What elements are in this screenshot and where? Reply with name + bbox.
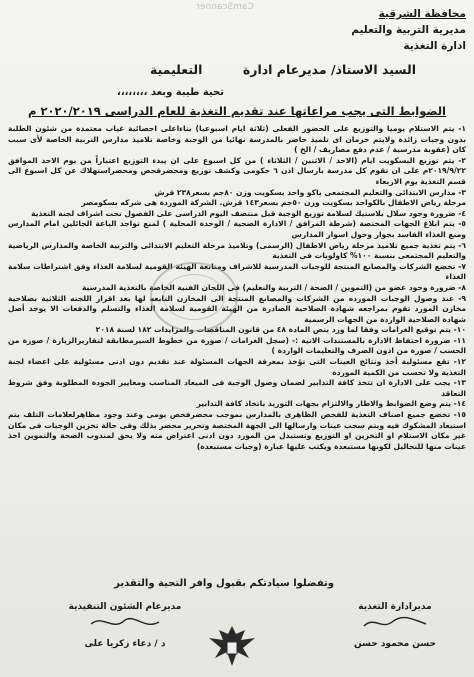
signature-name: د / دعاء زكريا على xyxy=(84,639,166,649)
regulation-item: ٢- يتم توزيع البسكويت ايام (الاحد / الاثنين / الثلاثاء ) من كل اسبوع على ان يبدء التوزيع اعتباراً من يوم الاحد الموافق ٢٠١٩/٩/٢٢م على ان تقوم كل مدرسة بارسال اذن ٦ حكومى وكشف توزيع ومحضرفحص ومحضراستهلاك عن كل اسبوع الى قسم التغذية يوم الاربعاء xyxy=(8,155,466,186)
signature-title: مديرادارة التغذية xyxy=(358,602,432,612)
regulation-item: مرحلة رياض الاطفال بالكواحد بسكويت وزن ٥٠جم بسعر١٤٣ قرش. الشركة الموردة هى شركه بسكومصر xyxy=(81,198,466,208)
official-stamp xyxy=(150,262,238,332)
signature-block-nutrition xyxy=(350,600,440,651)
regulation-item: ٧- تخضع الشركات والمصانع المنتجة للوجبات المدرسية للاشراف ومتابعة الهيئة القومية لسلامة الغذاء وفق اشتراطات سلامة الغذاء xyxy=(8,261,466,282)
signature-name: حسن محمود حسن xyxy=(353,639,437,649)
handwritten-signature-icon xyxy=(360,614,430,632)
scanner-watermark: CamScanner xyxy=(196,2,254,12)
greeting: تحية طيبة وبعد ،،،،،،،، xyxy=(117,87,224,98)
handwritten-signature-icon xyxy=(85,614,165,632)
letterhead xyxy=(266,6,466,54)
signature-block-executive xyxy=(60,600,190,651)
addressee-title: السيد الاستاذ/ مديرعام ادارة xyxy=(242,62,416,77)
signature-title: مديرعام الشئون التنفيذية xyxy=(68,602,182,612)
regulations-list xyxy=(8,124,466,452)
document-title: الضوابط التى يجب مراعاتها عند تقديم التغذية للعام الدراسى ٢٠٢٠/٢٠١٩ م xyxy=(28,104,446,118)
regulation-item: ١٠- يتم توقيع الغرامات وفقا لما ورد بنص المادة ٤٨ من قانون المناقصات والمزايدات ١٨٢ لسنة ٢٠١٨ xyxy=(95,325,466,335)
regulation-item: ١٢- تقع مسئولية أخذ ونتائج العينات التى تؤخذ بمعرفة الجهات المسئولة عند تقديم دون ادنى مسئولية على اعضاء لجنة التغذية ولا تحسب من الكمية الموردة xyxy=(8,357,466,377)
letterhead-governorate: محافظة الشرقية xyxy=(378,8,466,20)
regulation-item: ٦- يتم تغذية جميع تلاميذ مرحلة رياض الاطفال (الرسمى) وتلاميذ مرحلة التعليم الابتدائى والتربية الخاصة والمدارس الرياضية والتعليم المجتمعى بنسبة ١٠٠% كاولويات فى التغذية xyxy=(8,240,466,261)
letterhead-department: ادارة التغذية xyxy=(403,40,466,52)
addressee-suffix: التعليمية xyxy=(150,62,203,77)
regulation-item: ١١- ضرورة احتفاظ الادارة بالمستندات الاتية :- (سجل الغرامات / صورة من خطوط السيرمطابقة لتقاريرالزيارة / صورة من الحسب / صورة من اذون الصرف والتعليمات الواردة ) xyxy=(8,335,466,356)
regulation-item: ١٣- يجب على الادارة ان تتخذ كافة التدابير لضمان وصول الوجبة فى الميعاد المناسب ومعايير الجودة المطلوبة وفق شروط التعاقد xyxy=(8,378,466,398)
regulation-item: ٤- ضرورة وجود سلال بلاستيك لسلامة توزيع الوجبة قبل منتصف اليوم الدراسى على الفصول تحت اشراف لجنه التغذية xyxy=(31,208,466,218)
regulation-item: ٩- عند وصول الوجبات المورده من الشركات والمصانع المنتجة الى المخازن التابعه لها بعد اقرار اللجنه الثلاثية بصلاحية مخازن المورد تقوم بمراجعه شهادة الصلاحية الصادرة من الهيئة القومية لسلامة الغذاء والتسلم والدفعات الا يوجد أصل شهادة الصلاحية الواردة من الجهات الرسمية xyxy=(8,293,466,324)
eagle-emblem-icon xyxy=(205,622,259,670)
regulation-item: ٥- يتم ابلاغ الجهات المختصة (شرطة المرافق / الادارة الصحية / الوحدة المحلية ) لمنع تواجد الباعة الجائلين امام المدارس ومنع الغذاء الفاسد بجوار وحول اسوار المدارس xyxy=(8,219,466,239)
regulation-item: ٣- مدارس الابتدائى والتعليم المجتمعى باكو واحد بسكويت وزن ٨٠جم بسعر٢٣٨ قرش xyxy=(154,187,466,197)
regulation-item: ١٤- يتم وضع الضوابط والاطار والالتزام بجهات التوريد باتخاذ كافة التدابير xyxy=(196,399,466,409)
closing-line: وتفضلوا سيادتكم بقبول وافر التحية والتقدير xyxy=(114,578,334,589)
regulation-item: ٨- ضرورة وجود عضو من (التموين / الصحة / التربية والتعليم) فى اللجان الفنية الخاصة بالتغذية المدرسية xyxy=(81,282,466,292)
regulation-item: ١- يتم الاستلام يوميا والتوزيع على الحضور الفعلى (ثلاثة ايام اسبوعيا) بناءاعلى احصائية غياب معتمدة من شئون الطلبة بدون وجبات زائدة ولايتم حرمان اى تلميذ حاضر بالمدرسة نهائيا من الوجبة وخاصة تلاميذ مدارس التربية الخاصة لأى سبب كان (عقوبة مدرسية / عدم دفع مصاريف / الخ ) xyxy=(8,124,466,155)
regulation-item: ١٥- تخضع جميع اصناف التغذية للفحص الظاهرى بالمدارس بموجب محضرفحص يومى وعند وجود مظاهرلعلامات التلف يتم استبعاد المشكوك فيه ويتم سحب عينات وارسالها الى الجهة المختصة وتحرير محضر بذلك وفى حالة تخزين الوجبات فى مكان غير مكان الاستلام او التخزين او التوزيع وتستبدل من المورد دون ادنى اعتراض منه ولا يحق لمندوب الصحة والتموين اخذ عينات منها للتحاليل لكونها مستبعدة ويكتب عليها عبارة (وجبات مستبعدة) xyxy=(8,410,466,451)
official-stamp-inner xyxy=(163,274,225,320)
letterhead-directorate: مديرية التربية والتعليم xyxy=(351,24,466,36)
